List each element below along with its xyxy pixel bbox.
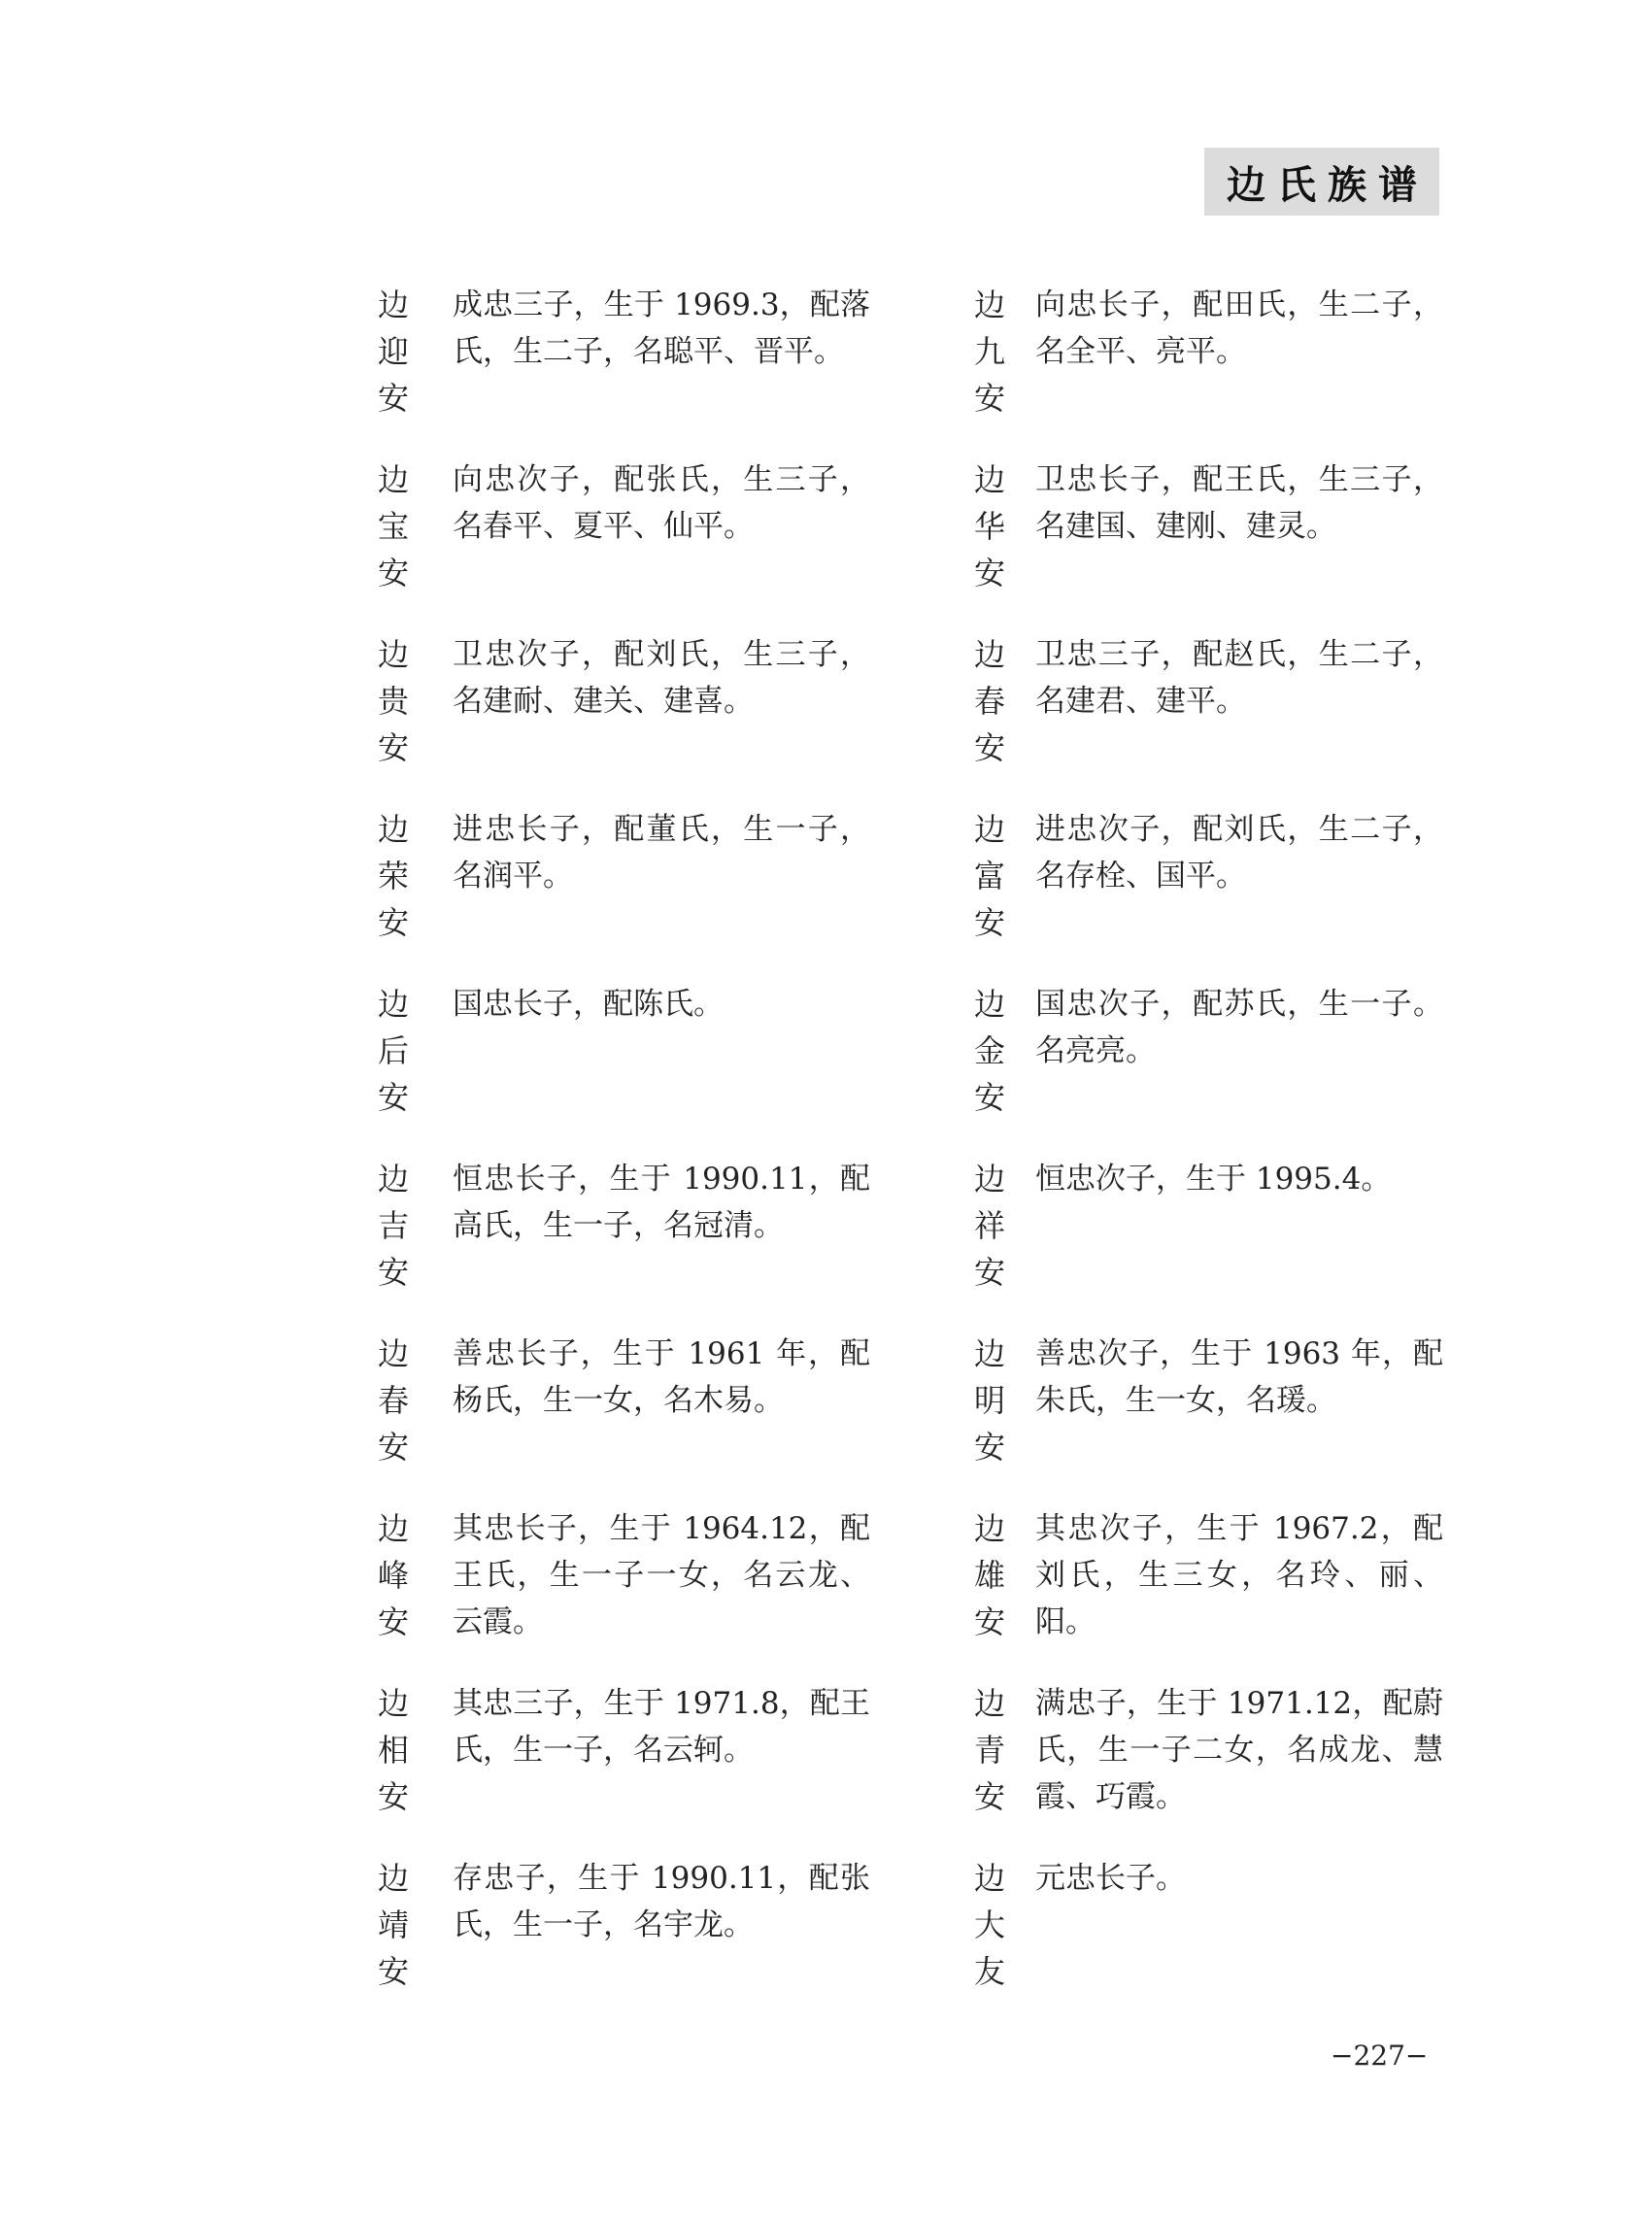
entry-name	[371, 1855, 416, 1995]
name-char: 安	[377, 1953, 409, 1990]
name-char: 春	[973, 683, 1005, 720]
name-char: 峰	[377, 1557, 409, 1594]
header-title-box	[1204, 148, 1439, 216]
entry-name	[967, 806, 1012, 946]
name-char: 边	[973, 1161, 1005, 1197]
entry-name	[371, 282, 416, 422]
name-char: 金	[973, 1032, 1005, 1069]
name-char: 安	[973, 1778, 1005, 1815]
entry-name	[967, 456, 1012, 596]
entry-name	[967, 631, 1012, 771]
entry-name	[967, 1331, 1012, 1470]
name-char: 边	[973, 986, 1005, 1023]
entry-right-0	[967, 282, 1511, 437]
name-char: 安	[973, 1429, 1005, 1466]
name-char: 迎	[377, 333, 409, 370]
name-char: 安	[377, 1079, 409, 1116]
entry-description: 满忠子，生于 1971.12，配蔚氏，生一子二女，名成龙、慧霞、巧霞。	[1035, 1686, 1443, 1814]
name-char: 边	[377, 461, 409, 498]
name-char: 边	[973, 287, 1005, 323]
entry-description: 恒忠次子，生于 1995.4。	[1035, 1162, 1392, 1197]
name-char: 安	[973, 380, 1005, 417]
name-char: 边	[973, 1860, 1005, 1897]
page-number: −227−	[1331, 2040, 1429, 2072]
name-char: 青	[973, 1732, 1005, 1769]
entry-left-9	[371, 1855, 915, 2010]
entry-description: 卫忠长子，配王氏，生三子，名建国、建刚、建灵。	[1035, 462, 1443, 544]
name-char: 安	[973, 1254, 1005, 1291]
name-char: 宝	[377, 508, 409, 545]
entry-right-4	[967, 981, 1511, 1136]
entry-description: 卫忠三子，配赵氏，生二子，名建君、建平。	[1035, 637, 1443, 719]
entry-description: 其忠次子，生于 1967.2，配刘氏，生三女，名玲、丽、阳。	[1035, 1511, 1443, 1639]
entry-name	[967, 1156, 1012, 1296]
name-char: 明	[973, 1382, 1005, 1419]
entry-description: 国忠次子，配苏氏，生一子。名亮亮。	[1035, 987, 1443, 1068]
entry-description: 进忠次子，配刘氏，生二子，名存栓、国平。	[1035, 812, 1443, 894]
entry-description: 其忠三子，生于 1971.8，配王氏，生一子，名云轲。	[453, 1686, 870, 1768]
name-char: 边	[377, 1161, 409, 1197]
name-char: 安	[973, 1079, 1005, 1116]
name-char: 安	[377, 380, 409, 417]
entry-description: 向忠次子，配张氏，生三子，名春平、夏平、仙平。	[453, 462, 870, 544]
page-title: 边氏族谱	[1227, 162, 1429, 208]
entry-name	[967, 1680, 1012, 1820]
name-char: 边	[377, 1685, 409, 1722]
name-char: 边	[973, 811, 1005, 848]
name-char: 富	[973, 858, 1005, 894]
name-char: 安	[377, 555, 409, 591]
name-char: 边	[377, 1335, 409, 1372]
entry-left-2	[371, 631, 915, 787]
entry-description: 国忠长子，配陈氏。	[453, 987, 724, 1022]
name-char: 边	[377, 636, 409, 673]
name-char: 安	[377, 1429, 409, 1466]
entry-description: 其忠长子，生于 1964.12，配王氏，生一子一女，名云龙、云霞。	[453, 1511, 870, 1639]
name-char: 安	[973, 729, 1005, 766]
entry-right-9	[967, 1855, 1511, 2010]
name-char: 边	[377, 1860, 409, 1897]
name-char: 安	[973, 904, 1005, 941]
name-char: 边	[973, 1510, 1005, 1547]
entry-name	[967, 981, 1012, 1121]
name-char: 相	[377, 1732, 409, 1769]
entry-name	[371, 1156, 416, 1296]
name-char: 安	[377, 1254, 409, 1291]
name-char: 春	[377, 1382, 409, 1419]
entry-left-7	[371, 1505, 915, 1661]
entry-name	[371, 981, 416, 1121]
name-char: 安	[973, 555, 1005, 591]
name-char: 边	[973, 461, 1005, 498]
name-char: 安	[377, 729, 409, 766]
entry-name	[371, 806, 416, 946]
entry-left-4	[371, 981, 915, 1136]
entry-name	[967, 282, 1012, 422]
entry-left-5	[371, 1156, 915, 1311]
name-char: 祥	[973, 1207, 1005, 1244]
name-char: 边	[973, 636, 1005, 673]
entry-left-6	[371, 1331, 915, 1486]
name-char: 安	[377, 1778, 409, 1815]
name-char: 吉	[377, 1207, 409, 1244]
entry-right-3	[967, 806, 1511, 961]
name-char: 边	[377, 986, 409, 1023]
entry-right-2	[967, 631, 1511, 787]
name-char: 安	[973, 1603, 1005, 1640]
entry-name	[967, 1505, 1012, 1645]
name-char: 后	[377, 1032, 409, 1069]
name-char: 安	[377, 904, 409, 941]
entry-description: 元忠长子。	[1035, 1861, 1186, 1896]
entry-left-1	[371, 456, 915, 612]
entry-description: 恒忠长子，生于 1990.11，配高氏，生一子，名冠清。	[453, 1162, 870, 1243]
name-char: 边	[973, 1335, 1005, 1372]
entry-description: 善忠长子，生于 1961 年，配杨氏，生一女，名木易。	[453, 1336, 870, 1418]
entry-name	[371, 1680, 416, 1820]
name-char: 边	[973, 1685, 1005, 1722]
entry-name	[371, 1331, 416, 1470]
entry-description: 进忠长子，配董氏，生一子，名润平。	[453, 812, 870, 894]
name-char: 边	[377, 287, 409, 323]
name-char: 荣	[377, 858, 409, 894]
name-char: 边	[377, 811, 409, 848]
entry-name	[371, 456, 416, 596]
entry-name	[967, 1855, 1012, 1995]
entry-left-3	[371, 806, 915, 961]
entry-description: 善忠次子，生于 1963 年，配朱氏，生一女，名瑗。	[1035, 1336, 1443, 1418]
entry-name	[371, 1505, 416, 1645]
entry-left-8	[371, 1680, 915, 1836]
name-char: 大	[973, 1906, 1005, 1943]
entry-description: 卫忠次子，配刘氏，生三子，名建耐、建关、建喜。	[453, 637, 870, 719]
entry-right-1	[967, 456, 1511, 612]
name-char: 雄	[973, 1557, 1005, 1594]
entry-right-7	[967, 1505, 1511, 1661]
entry-right-5	[967, 1156, 1511, 1311]
name-char: 华	[973, 508, 1005, 545]
entry-description: 成忠三子，生于 1969.3，配落氏，生二子，名聪平、晋平。	[453, 287, 870, 369]
name-char: 九	[973, 333, 1005, 370]
entry-description: 存忠子，生于 1990.11，配张氏，生一子，名宇龙。	[453, 1861, 870, 1942]
name-char: 贵	[377, 683, 409, 720]
name-char: 靖	[377, 1906, 409, 1943]
entry-right-6	[967, 1331, 1511, 1486]
entry-name	[371, 631, 416, 771]
entry-description: 向忠长子，配田氏，生二子，名全平、亮平。	[1035, 287, 1443, 369]
name-char: 安	[377, 1603, 409, 1640]
entry-left-0	[371, 282, 915, 437]
name-char: 边	[377, 1510, 409, 1547]
name-char: 友	[973, 1953, 1005, 1990]
entry-right-8	[967, 1680, 1511, 1836]
